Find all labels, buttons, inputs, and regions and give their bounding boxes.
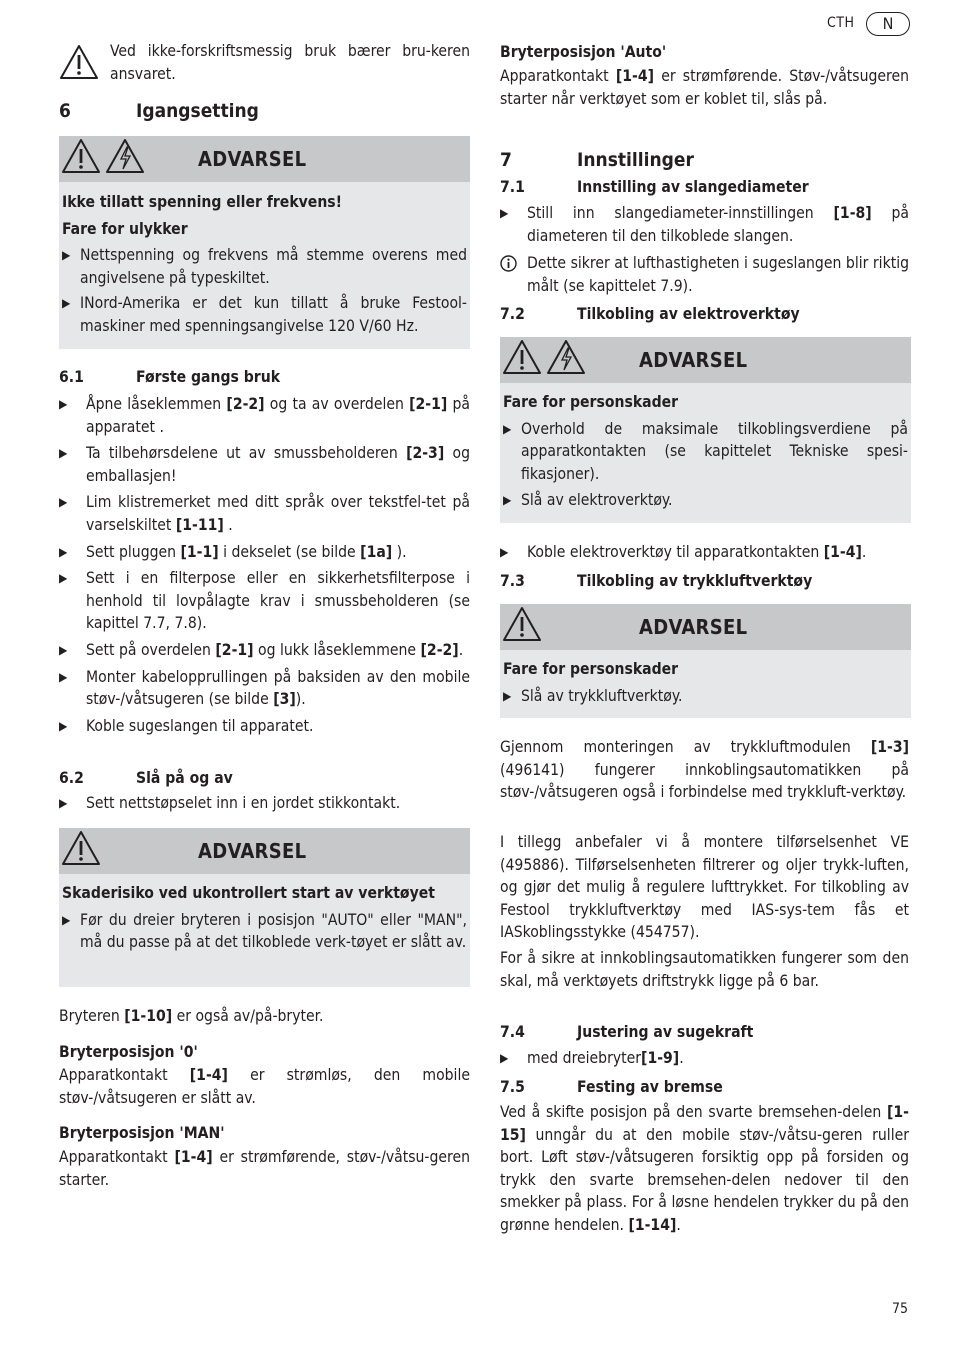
warning-bullet: ▶ Slå av elektroverktøy. <box>503 489 908 512</box>
bullet-arrow-icon: ▶ <box>59 544 68 559</box>
brake-paragraph: Ved å skifte posisjon på den svarte bremsehen-delen [1-15] unngår du at den mobile støv-/våtsu-geren ruller bort. Løft støv-/våtsugeren forsiktig opp på forsiden og trykk den svarte bremsehen-delen nedover til den smekker på plass. For å løsne hendelen trykker du på den grønne hendelen. [1-14]. <box>500 1103 909 1234</box>
switch-position-man-text: Apparatkontakt [1-4] er strømførende, støv-/våtsu-geren starter. <box>59 1148 470 1189</box>
section-7-2-heading: 7.2 Tilkobling av elektroverktøy <box>500 305 800 323</box>
warning-box-header <box>500 337 911 383</box>
section-7-1-heading: 7.1 Innstilling av slangediameter <box>500 178 809 196</box>
list-item: ▶ Sett på overdelen [2-1] og lukk låseklemmene [2-2]. <box>59 639 470 662</box>
pneumatic-paragraph-1: Gjennom monteringen av trykkluftmodulen [1-3] (496141) fungerer innkoblingsautomatikken på støv-/våtsugeren også i forbindelse med trykkluft-verktøy. <box>500 738 909 802</box>
section-6-1-heading: 6.1 Første gangs bruk <box>59 368 281 386</box>
warning-box-uncontrolled-start <box>59 828 470 987</box>
bullet-arrow-icon: ▶ <box>59 669 68 684</box>
warning-line: Ikke tillatt spenning eller frekvens! <box>62 193 343 211</box>
warning-line: Fare for personskader <box>503 660 679 678</box>
bullet-arrow-icon: ▶ <box>500 1051 509 1065</box>
bullet-arrow-icon: ▶ <box>59 571 68 586</box>
warning-box-header <box>59 828 470 874</box>
warning-title: ADVARSEL <box>639 614 748 639</box>
switch-position-man-title: Bryterposisjon 'MAN' <box>59 1124 225 1142</box>
warning-box-voltage <box>59 136 470 349</box>
warning-line: Fare for personskader <box>503 393 679 411</box>
list-item: ▶ Monter kabelopprullingen på baksiden av den mobile støv-/våtsugeren (se bilde [3]). <box>59 667 470 709</box>
warning-triangle-icon <box>502 606 542 649</box>
bullet-arrow-icon: ▶ <box>59 397 68 411</box>
warning-box-header <box>500 604 911 650</box>
list-item: ▶ Still inn slangediameter-innstillingen [1-8] på diameteren til den tilkoblede slangen. <box>500 204 909 245</box>
warning-triangle-icon <box>61 138 101 181</box>
bullet-arrow-icon: ▶ <box>59 718 68 733</box>
warning-box-body <box>500 383 911 522</box>
warning-box-pneumatic-tool <box>500 604 911 718</box>
pneumatic-paragraph-2: I tillegg anbefaler vi å montere tilførselsenhet VE (495886). Tilførselsenheten filtrerer og oljer trykk-luften, og gjør det mulig å regulere lufttrykket. For tilkobling av Festool trykkluftverktøy med IAS-sys-tem fås et IASkoblingsstykke (454757). <box>500 833 909 942</box>
bullet-arrow-icon: ▶ <box>59 642 68 657</box>
switch-position-auto-title: Bryterposisjon 'Auto' <box>500 43 667 61</box>
warning-triangle-icon <box>59 40 110 87</box>
electric-hazard-icon <box>105 138 145 181</box>
warning-triangle-icon <box>61 830 101 873</box>
intro-warning-text: Ved ikke-forskriftsmessig bruk bærer bru-keren ansvaret. <box>110 42 470 83</box>
bullet-arrow-icon: ▶ <box>62 296 71 311</box>
warning-bullet: ▶ Slå av trykkluftverktøy. <box>503 685 908 708</box>
bullet-arrow-icon: ▶ <box>59 495 68 510</box>
section-number: 6 <box>59 100 71 122</box>
warning-line: Skaderisiko ved ukontrollert start av verktøyet <box>62 884 435 902</box>
section-6-heading <box>59 99 470 123</box>
list-item: ▶ Ta tilbehørsdelene ut av smussbeholderen [2-3] og emballasjen! <box>59 444 470 485</box>
warning-box-electric-tool <box>500 337 911 523</box>
warning-bullet: ▶ Nettspenning og frekvens må stemme overens med angivelsene på typeskiltet. <box>62 246 467 287</box>
list-item: ▶ Koble elektroverktøy til apparatkontakten [1-4]. <box>500 541 911 564</box>
intro-warning <box>59 40 470 87</box>
switch-text: Bryteren [1-10] er også av/på-bryter. <box>59 1007 324 1025</box>
list-item: ▶ Åpne låseklemmen [2-2] og ta av overdelen [2-1] på apparatet . <box>59 395 470 436</box>
pneumatic-paragraph-3: For å sikre at innkoblingsautomatikken fungerer som den skal, må verktøyets driftstrykk ligge på 6 bar. <box>500 949 909 990</box>
page-number: 75 <box>892 1301 909 1317</box>
warning-box-header <box>59 136 470 182</box>
info-note: Dette sikrer at lufthastigheten i sugeslangen blir riktig målt (se kapittelet 7.9). <box>500 252 909 297</box>
bullet-arrow-icon: ▶ <box>503 688 512 703</box>
section-7-3-heading: 7.3 Tilkobling av trykkluftverktøy <box>500 572 813 590</box>
warning-title: ADVARSEL <box>198 838 307 863</box>
switch-position-0-title: Bryterposisjon '0' <box>59 1043 198 1061</box>
header-model-code: CTH <box>827 15 855 31</box>
bullet-arrow-icon: ▶ <box>59 796 68 810</box>
warning-box-body <box>59 874 470 964</box>
warning-line: Fare for ulykker <box>62 219 188 238</box>
warning-bullet: ▶ Overhold de maksimale tilkoblingsverdiene på apparatkontakten (se kapittelet Tekniske spesi-fikasjoner). <box>503 419 908 483</box>
bullet-arrow-icon: ▶ <box>62 248 71 263</box>
info-icon <box>500 252 527 280</box>
section-7-5-heading: 7.5 Festing av bremse <box>500 1078 723 1096</box>
electric-hazard-icon <box>546 339 586 382</box>
bullet-arrow-icon: ▶ <box>503 493 512 508</box>
section-7-4-heading: 7.4 Justering av sugekraft <box>500 1023 754 1041</box>
section-title: Igangsetting <box>136 100 259 122</box>
language-badge: N <box>866 12 910 36</box>
bullet-arrow-icon: ▶ <box>500 545 509 559</box>
list-item: ▶ Sett i en filterpose eller en sikkerhetsfilterpose i henhold til lovpålagte krav i smussbeholderen (se kapittel 7.7, 7.8). <box>59 569 470 633</box>
switch-position-auto-text: Apparatkontakt [1-4] er strømførende. Støv-/våtsugeren starter når verktøyet som er koblet til, slås på. <box>500 67 910 108</box>
section-7-heading: 7 Innstillinger <box>500 149 694 171</box>
bullet-arrow-icon: ▶ <box>59 446 68 461</box>
list-item: ▶ Sett pluggen [1-1] i dekselet (se bilde [1a] ). <box>59 541 470 564</box>
bullet-arrow-icon: ▶ <box>500 206 509 220</box>
section-6-2-heading: 6.2 Slå på og av <box>59 769 233 787</box>
bullet-arrow-icon: ▶ <box>503 421 512 436</box>
warning-bullet: ▶ INord-Amerika er det kun tillatt å bruke Festool-maskiner med spenningsangivelse 120 V/60 Hz. <box>62 294 467 335</box>
warning-bullet: ▶ Før du dreier bryteren i posisjon "AUTO" eller "MAN", må du passe på at det tilkoblede verk-tøyet er slått av. <box>62 910 467 952</box>
list-item: ▶ Lim klistremerket med ditt språk over tekstfel-tet på varselskiltet [1-11] . <box>59 493 470 534</box>
bullet-arrow-icon: ▶ <box>62 912 71 927</box>
section-6-1-list <box>59 393 470 737</box>
warning-triangle-icon <box>502 339 542 382</box>
list-item: ▶ Koble sugeslangen til apparatet. <box>59 715 470 738</box>
warning-title: ADVARSEL <box>639 347 748 372</box>
list-item: ▶ med dreiebryter[1-9]. <box>500 1047 909 1070</box>
warning-title: ADVARSEL <box>198 146 307 171</box>
warning-box-body <box>500 650 911 717</box>
switch-position-0-text: Apparatkontakt [1-4] er strømløs, den mobile støv-/våtsugeren er slått av. <box>59 1066 470 1107</box>
warning-box-body <box>59 182 470 348</box>
list-item: ▶ Sett nettstøpselet inn i en jordet stikkontakt. <box>59 792 470 815</box>
